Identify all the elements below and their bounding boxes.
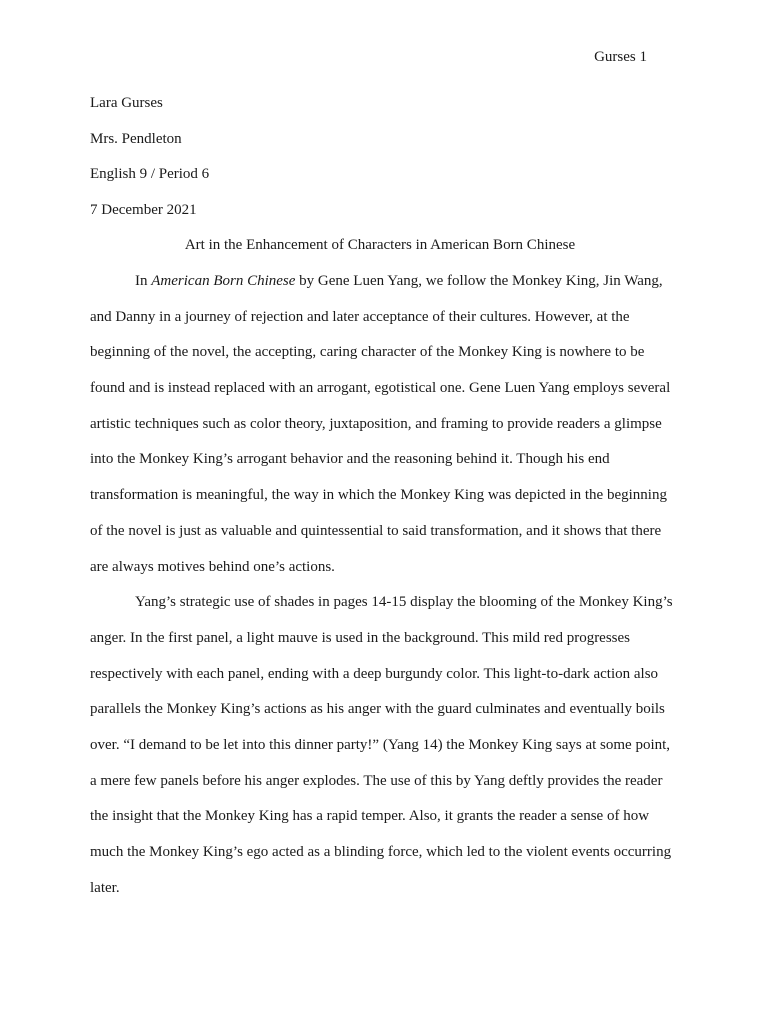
paragraph-line: respectively with each panel, ending with a deep burgundy color. This light-to-dark action also xyxy=(90,665,659,682)
paragraph-line: and Danny in a journey of rejection and later acceptance of their cultures. However, at the xyxy=(90,308,630,325)
paragraph-line: a mere few panels before his anger explodes. The use of this by Yang deftly provides the reader xyxy=(90,772,663,789)
course-name: English 9 / Period 6 xyxy=(90,166,210,183)
mla-heading xyxy=(90,94,209,237)
date-line: 7 December 2021 xyxy=(90,202,197,219)
teacher-name: Mrs. Pendleton xyxy=(90,130,182,147)
running-head: Gurses 1 xyxy=(594,49,647,65)
paragraph-line: found and is instead replaced with an arrogant, egotistical one. Gene Luen Yang employs several xyxy=(90,380,671,397)
paragraph-line: artistic techniques such as color theory, juxtaposition, and framing to provide readers a glimpse xyxy=(90,415,662,432)
paragraph-line: Yang’s strategic use of shades in pages 14-15 display the blooming of the Monkey King’s xyxy=(135,594,673,611)
line-text: by Gene Luen Yang, we follow the Monkey King, Jin Wang, xyxy=(295,273,663,289)
paragraph-line: the insight that the Monkey King has a rapid temper. Also, it grants the reader a sense of how xyxy=(90,808,650,825)
paragraph-line: later. xyxy=(90,879,120,896)
paragraph-line: are always motives behind one’s actions. xyxy=(90,558,335,575)
paragraph-line: beginning of the novel, the accepting, caring character of the Monkey King is nowhere to be xyxy=(90,344,645,361)
paragraph-line: into the Monkey King’s arrogant behavior and the reasoning behind it. Though his end xyxy=(90,451,610,468)
paragraph-line: parallels the Monkey King’s actions as his anger with the guard culminates and eventually boils xyxy=(90,701,665,718)
paragraph-line xyxy=(90,266,682,302)
essay-body xyxy=(90,266,682,908)
paragraph-line: over. “I demand to be let into this dinner party!” (Yang 14) the Monkey King says at some point, xyxy=(90,736,671,753)
essay-title: Art in the Enhancement of Characters in American Born Chinese xyxy=(184,237,576,253)
paragraph-line: of the novel is just as valuable and quintessential to said transformation, and it shows that there xyxy=(90,522,662,539)
book-title-italic: American Born Chinese xyxy=(151,273,296,289)
paragraph-1 xyxy=(90,266,682,587)
paragraph-2 xyxy=(90,587,682,908)
paragraph-line: much the Monkey King’s ego acted as a blinding force, which led to the violent events occurring xyxy=(90,844,672,860)
line-text: In xyxy=(135,273,152,289)
student-name: Lara Gurses xyxy=(90,95,163,111)
paragraph-line: anger. In the first panel, a light mauve is used in the background. This mild red progresses xyxy=(90,629,631,646)
paragraph-line: transformation is meaningful, the way in which the Monkey King was depicted in the beginning xyxy=(90,487,667,504)
